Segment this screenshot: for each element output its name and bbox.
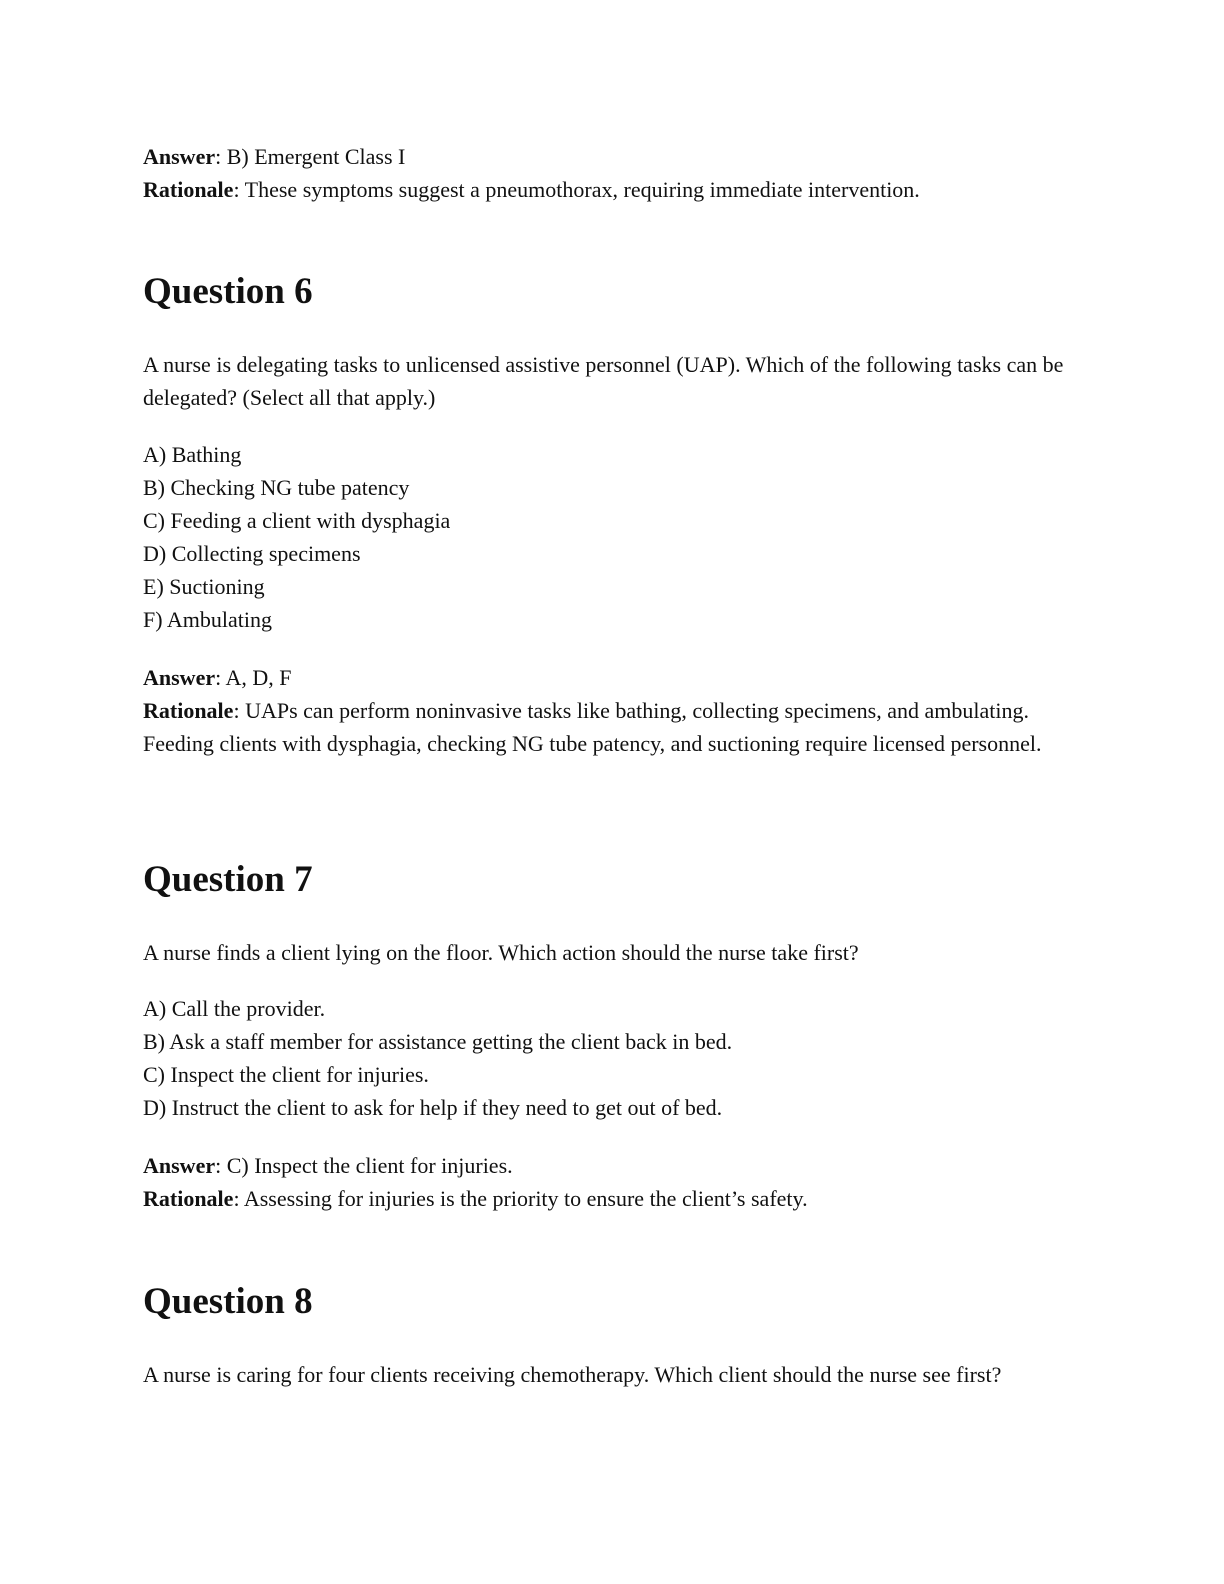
q6-option-d: D) Collecting specimens [143, 541, 361, 566]
q6-option-b: B) Checking NG tube patency [143, 475, 410, 500]
rationale-text: : These symptoms suggest a pneumothorax, requiring immediate intervention. [233, 177, 920, 202]
answer-text: : B) Emergent Class I [215, 144, 406, 169]
question-6-heading: Question 6 [143, 271, 313, 312]
question-7-heading: Question 7 [143, 859, 313, 900]
answer-label: Answer [143, 1153, 216, 1178]
rationale-label: Rationale [143, 177, 234, 202]
answer-line-q5 [143, 140, 405, 173]
q7-option-c: C) Inspect the client for injuries. [143, 1062, 429, 1087]
question-8-text: A nurse is caring for four clients receiving chemotherapy. Which client should the nurse see first? [143, 1362, 1002, 1387]
rationale-label: Rationale [143, 698, 234, 723]
rationale-line-q7 [143, 1182, 808, 1215]
rationale-line-q6 [143, 694, 1078, 760]
rationale-label: Rationale [143, 1186, 234, 1211]
answer-text: : A, D, F [215, 665, 292, 690]
answer-line-q7 [143, 1149, 513, 1182]
q7-option-b: B) Ask a staff member for assistance getting the client back in bed. [143, 1029, 733, 1054]
rationale-text: : Assessing for injuries is the priority to ensure the client’s safety. [233, 1186, 808, 1211]
q6-option-e: E) Suctioning [143, 574, 265, 599]
question-8-heading: Question 8 [143, 1281, 313, 1322]
question-7-text: A nurse finds a client lying on the floor. Which action should the nurse take first? [143, 940, 859, 965]
answer-label: Answer [143, 665, 216, 690]
rationale-text: : UAPs can perform noninvasive tasks like bathing, collecting specimens, and ambulating. Feeding clients with dysphagia, checking NG tube patency, and suctioning require licensed personnel. [143, 698, 1042, 756]
q7-option-a: A) Call the provider. [143, 996, 326, 1021]
rationale-line-q5 [143, 173, 920, 206]
q6-option-f: F) Ambulating [143, 607, 272, 632]
question-6-text: A nurse is delegating tasks to unlicensed assistive personnel (UAP). Which of the following tasks can be delegated? (Select all that apply.) [143, 352, 1064, 410]
answer-line-q6 [143, 661, 292, 694]
q6-option-c: C) Feeding a client with dysphagia [143, 508, 451, 533]
q6-option-a: A) Bathing [143, 442, 242, 467]
q7-option-d: D) Instruct the client to ask for help if they need to get out of bed. [143, 1095, 723, 1120]
answer-text: : C) Inspect the client for injuries. [215, 1153, 513, 1178]
answer-label: Answer [143, 144, 216, 169]
